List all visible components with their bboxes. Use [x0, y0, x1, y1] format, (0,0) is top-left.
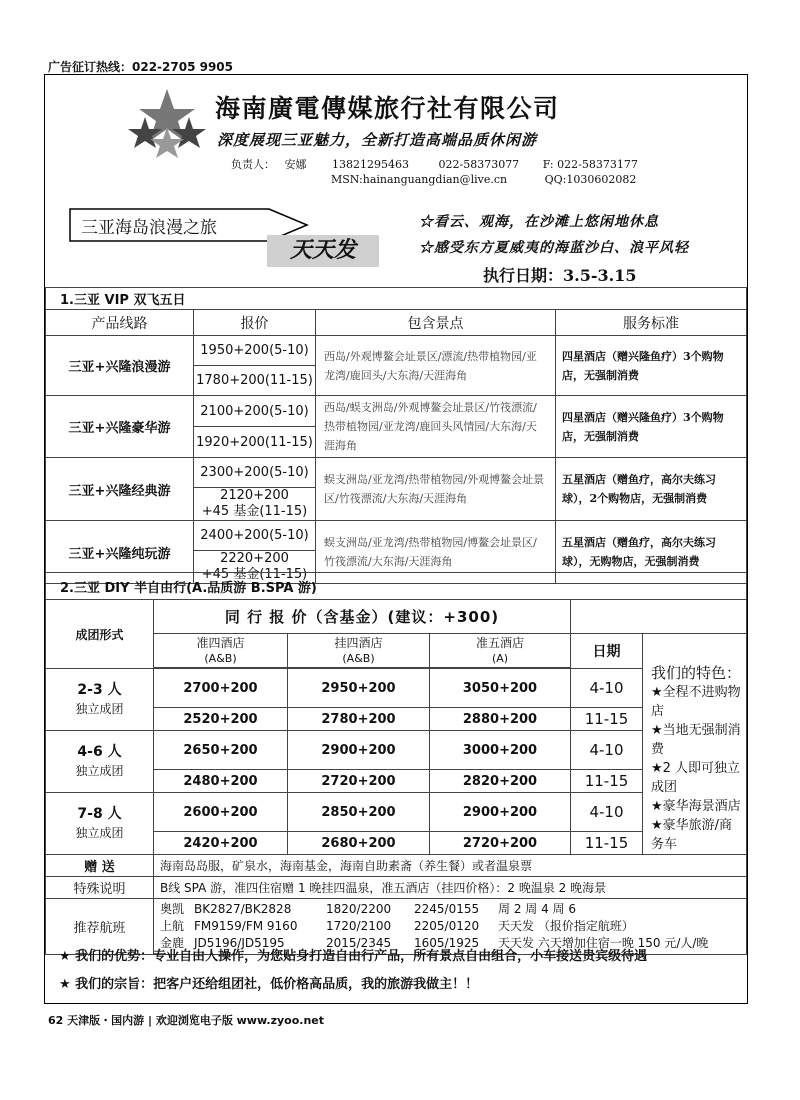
daily-departure-badge: 天天发 [267, 235, 379, 267]
hotel-quasi-5star [430, 634, 571, 668]
route-price: 2120+200 [220, 488, 289, 503]
price-cell: 2420+200 [154, 832, 288, 855]
route-spots: 蜈支洲岛/亚龙湾/热带植物园/博鳌会址景区/竹筏漂流/大东海/天涯海角 [316, 521, 556, 584]
diy-tour-table [45, 572, 747, 955]
feature-item: ★当地无强制消费 [651, 723, 741, 757]
feature-item: ★豪华海景酒店 [651, 799, 741, 814]
price-cell: 2650+200 [154, 731, 288, 770]
hotel-name: 挂四酒店 [334, 635, 383, 650]
contact-line-2 [331, 173, 636, 186]
hotel-name: 准四酒店 [196, 635, 245, 650]
section1-title: 1.三亚 VIP 双飞五日 [46, 288, 747, 310]
date-cell: 11-15 [571, 708, 643, 731]
flight-time-out: 1820/2200 [326, 902, 392, 916]
flight-no: BK2827/BK2828 [194, 902, 292, 916]
header-route: 产品线路 [46, 310, 194, 336]
price-cell: 2850+200 [288, 793, 430, 832]
company-slogan: 深度展现三亚魅力，全新打造高端品质休闲游 [217, 131, 538, 149]
header-price: 报价 [194, 310, 316, 336]
route-price: 2300+200(5-10) [194, 458, 316, 488]
price-cell: 2700+200 [154, 669, 288, 708]
group-size-cell [46, 731, 154, 793]
hotel-sub: (A) [491, 651, 509, 665]
flight-no: FM9159/FM 9160 [194, 919, 298, 933]
price-cell: 3000+200 [430, 731, 571, 770]
section2-title: 2.三亚 DIY 半自由行(A.品质游 B.SPA 游) [46, 573, 747, 600]
flight-note: 周 2 周 4 周 6 [498, 902, 576, 916]
vip-tour-table [45, 287, 747, 584]
price-cell: 2720+200 [430, 832, 571, 855]
route-price: 1950+200(5-10) [194, 336, 316, 366]
date-cell: 4-10 [571, 669, 643, 708]
date-cell: 11-15 [571, 770, 643, 793]
flight-time-back: 2205/0120 [414, 919, 480, 933]
flight-no: JD5196/JD5195 [194, 936, 285, 950]
route-name: 三亚+兴隆经典游 [46, 458, 194, 521]
date-cell: 4-10 [571, 731, 643, 770]
route-price: 2220+200 [220, 551, 289, 566]
page-footer: 62 天津版・国内游 | 欢迎浏览电子版 www.zyoo.net [48, 1014, 325, 1027]
route-name: 三亚+兴隆浪漫游 [46, 336, 194, 396]
header-spots: 包含景点 [316, 310, 556, 336]
date-label: 日期 [571, 634, 643, 669]
quote-blank [571, 600, 747, 634]
gift-label: 赠 送 [46, 855, 154, 877]
route-service: 五星酒店（赠鱼疗，高尔夫练习球），2个购物店，无强制消费 [556, 458, 747, 521]
group-type: 独立成团 [75, 763, 124, 778]
feature-line-1: ☆看云、观海，在沙滩上悠闲地休息 [419, 214, 659, 230]
special-text: B线 SPA 游，准四住宿赠 1 晚挂四温泉，准五酒店（挂四价格）：2 晚温泉 2 晚海景 [154, 877, 747, 899]
route-service: 四星酒店（赠兴隆鱼疗）3个购物店，无强制消费 [556, 396, 747, 458]
trip-title: 三亚海岛浪漫之旅 [81, 218, 217, 238]
route-service: 五星酒店（赠鱼疗，高尔夫练习球），无购物店，无强制消费 [556, 521, 747, 584]
route-spots: 西岛/外观博鳌会址景区/漂流/热带植物园/亚龙湾/鹿回头/大东海/天涯海角 [316, 336, 556, 396]
airline: 金鹿 [160, 936, 185, 950]
price-cell: 2900+200 [288, 731, 430, 770]
flight-note: 天天发 六天增加住宿一晚 150 元/人/晚 [498, 936, 709, 950]
flight-time-out: 1720/2100 [326, 919, 392, 933]
feature-item: ★全程不进购物店 [651, 685, 741, 719]
group-size: 7-8 人 [77, 805, 122, 822]
ad-hotline: 广告征订热线：022-2705 9905 [48, 60, 234, 74]
our-advantage: ★ 我们的优势：专业自由人操作，为您贴身打造自由行产品，所有景点自由组合，小车接送贵宾级待遇 [59, 949, 648, 964]
route-price: 1920+200(11-15) [194, 427, 316, 458]
star-logo-icon [127, 87, 207, 163]
group-type: 独立成团 [75, 701, 124, 716]
group-size: 2-3 人 [77, 681, 122, 698]
flight-row [160, 901, 740, 918]
price-cell: 2720+200 [288, 770, 430, 793]
hotel-sub: (A&B) [342, 651, 375, 665]
contact-msn: MSN:hainanguangdian@live.cn [331, 173, 508, 186]
group-size-cell [46, 793, 154, 855]
execution-date: 执行日期：3.5-3.15 [483, 266, 637, 285]
route-name: 三亚+兴隆豪华游 [46, 396, 194, 458]
company-name: 海南廣電傳媒旅行社有限公司 [215, 94, 560, 123]
page-frame [44, 74, 748, 1004]
group-size: 4-6 人 [77, 743, 122, 760]
route-spots: 西岛/蜈支洲岛/外观博鳌会址景区/竹筏漂流/热带植物园/亚龙湾/鹿回头风情园/大东海/天涯海角 [316, 396, 556, 458]
special-label: 特殊说明 [46, 877, 154, 899]
price-cell: 2780+200 [288, 708, 430, 731]
hotel-name: 准五酒店 [475, 635, 524, 650]
contact-qq: QQ:1030602082 [544, 173, 637, 186]
price-cell: 2820+200 [430, 770, 571, 793]
contact-person: 安娜 [284, 158, 307, 171]
airline: 奥凯 [160, 902, 185, 916]
hotel-quasi-4star [154, 634, 288, 668]
gift-text: 海南岛岛服，矿泉水，海南基金，海南自助素斋（养生餐）或者温泉票 [154, 855, 747, 877]
flight-time-out: 2015/2345 [326, 936, 392, 950]
group-size-cell [46, 669, 154, 731]
feature-item: ★豪华旅游/商务车 [651, 818, 733, 852]
our-features-title: 我们的特色： [651, 664, 742, 682]
feature-item: ★2 人即可独立成团 [651, 761, 741, 795]
quote-title: 同 行 报 价（含基金）(建议：+300) [154, 600, 571, 634]
contact-mobile: 13821295463 [332, 158, 409, 171]
price-cell: 2480+200 [154, 770, 288, 793]
route-price: 2100+200(5-10) [194, 396, 316, 427]
price-cell: 2680+200 [288, 832, 430, 855]
price-cell: 2950+200 [288, 669, 430, 708]
price-cell: 2600+200 [154, 793, 288, 832]
hotel-listed-4star [288, 634, 430, 668]
hotel-sub: (A&B) [204, 651, 237, 665]
route-price-fund: +45 基金(11-15) [201, 504, 308, 519]
contact-person-label: 负责人： [231, 158, 275, 171]
flight-time-back: 2245/0155 [414, 902, 480, 916]
contact-fax: F: 022-58373177 [542, 158, 638, 171]
flight-row [160, 918, 740, 935]
route-price: 1780+200(11-15) [194, 366, 316, 396]
our-tenet: ★ 我们的宗旨：把客户还给组团社，低价格高品质，我的旅游我做主！！ [59, 977, 479, 992]
date-cell: 4-10 [571, 793, 643, 832]
route-price-fund: +45 基金(11-15) [201, 567, 308, 582]
price-cell: 2520+200 [154, 708, 288, 731]
contact-line [231, 156, 638, 172]
price-cell: 2900+200 [430, 793, 571, 832]
route-name: 三亚+兴隆纯玩游 [46, 521, 194, 584]
route-spots: 蜈支洲岛/亚龙湾/热带植物园/外观博鳌会址景区/竹筏漂流/大东海/天涯海角 [316, 458, 556, 521]
group-type: 独立成团 [75, 825, 124, 840]
route-service: 四星酒店（赠兴隆鱼疗）3个购物店，无强制消费 [556, 336, 747, 396]
feature-line-2: ☆感受东方夏威夷的海蓝沙白、浪平风轻 [419, 240, 689, 256]
header-service: 服务标准 [556, 310, 747, 336]
contact-tel: 022-58373077 [438, 158, 520, 171]
flight-time-back: 1605/1925 [414, 936, 480, 950]
price-cell: 2880+200 [430, 708, 571, 731]
route-price: 2400+200(5-10) [194, 521, 316, 551]
route-price-cell [194, 488, 316, 521]
airline: 上航 [160, 919, 185, 933]
date-cell: 11-15 [571, 832, 643, 855]
group-form-label: 成团形式 [46, 600, 154, 669]
flight-label: 推荐航班 [46, 899, 154, 955]
our-features [643, 634, 747, 855]
flight-note: 天天发 （报价指定航班） [498, 919, 634, 933]
price-cell: 3050+200 [430, 669, 571, 708]
